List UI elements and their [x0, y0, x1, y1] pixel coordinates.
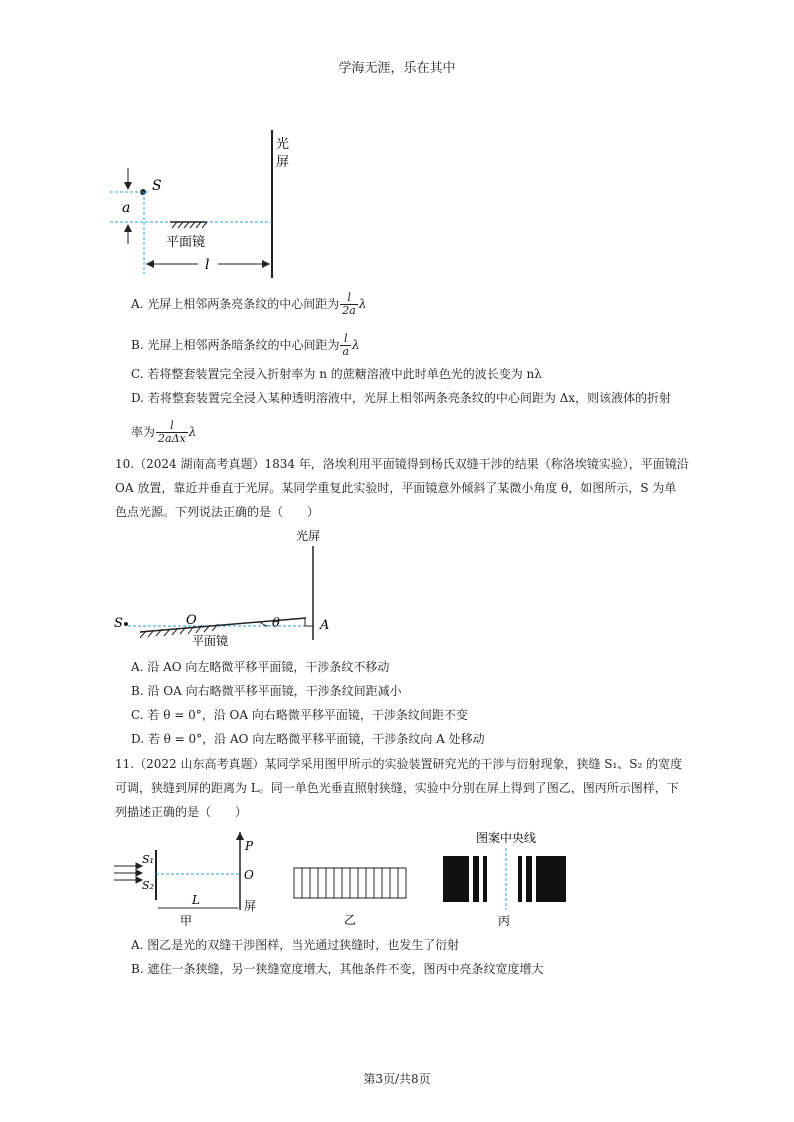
- q9-option-c: C. 若将整套装置完全浸入折射率为 n 的蔗糖溶液中此时单色光的波长变为 nλ: [131, 367, 542, 381]
- fig1-mirror-label: 平面镜: [166, 235, 206, 250]
- q10-option-c: C. 若 θ = 0°，沿 OA 向右略微平移平面镜，干涉条纹间距不变: [131, 708, 468, 722]
- fig1-l-label: l: [205, 257, 210, 273]
- q11-stem: [115, 756, 685, 820]
- fig5-center-line-label: 图案中央线: [476, 831, 537, 845]
- fig3-o-label: O: [244, 868, 254, 882]
- q10-line-3: 色点光源。下列说法正确的是（ ）: [115, 505, 320, 519]
- fig3-jia-label: 甲: [180, 914, 193, 928]
- figure-bing: [440, 828, 580, 930]
- fig2-source-label: S: [114, 616, 123, 631]
- figure-yi: [290, 860, 410, 930]
- fig3-s2-label: S₂: [142, 879, 154, 892]
- page-footer: 第3页/共8页: [363, 1072, 431, 1086]
- figure-lloyd-mirror-1: [110, 128, 310, 278]
- q11-option-b: B. 遮住一条狭缝，另一狭缝宽度增大，其他条件不变，图丙中亮条纹宽度增大: [131, 962, 544, 976]
- q11-option-a: A. 图乙是光的双缝干涉图样，当光通过狭缝时，也发生了衍射: [131, 938, 460, 952]
- fig2-screen-label: 光屏: [296, 529, 321, 543]
- q9-option-d-line2: 率为 $\frac{l}{\text{2aΔx}}$ λ: [131, 419, 197, 445]
- figure-lloyd-mirror-2: [110, 528, 350, 650]
- q10-stem: [115, 456, 689, 520]
- q11-line-1: 11.（2022 山东高考真题）某同学采用图甲所示的实验装置研究光的干涉与衍射现象，狭缝 S₁、S₂ 的宽度: [115, 757, 683, 771]
- fig2-theta-label: θ: [272, 616, 280, 631]
- q10-options: [131, 659, 485, 747]
- q10-option-b: B. 沿 OA 向右略微平移平面镜，干涉条纹间距减小: [131, 684, 402, 698]
- fig2-a-label: A: [320, 618, 330, 633]
- page-header: 学海无涯，乐在其中: [338, 61, 456, 76]
- fig4-yi-label: 乙: [344, 913, 357, 927]
- q11-line-2: 可调，狭缝到屏的距离为 L。同一单色光垂直照射狭缝，实验中分别在屏上得到了图乙，图丙所示图样，下: [115, 781, 679, 795]
- fig3-p-label: P: [245, 839, 254, 853]
- fig1-a-label: a: [122, 200, 131, 216]
- fig1-source-label: S: [152, 178, 162, 194]
- q9-option-d: D. 若将整套装置完全浸入某种透明溶液中，光屏上相邻两条亮条纹的中心间距为 Δx，则该液体的折射: [131, 391, 672, 405]
- q9-option-a: A. 光屏上相邻两条亮条纹的中心间距为 $\frac{l}{2a}$ λ: [131, 291, 367, 317]
- q10-line-2: OA 放置，靠近并垂直于光屏。某同学重复此实验时，平面镜意外倾斜了某微小角度 θ，如图所示，S 为单: [115, 481, 677, 495]
- q11-options: [131, 937, 543, 977]
- fig1-screen-label-2: 屏: [276, 155, 290, 170]
- q10-option-a: A. 沿 AO 向左略微平移平面镜，干涉条纹不移动: [131, 660, 390, 674]
- q10-option-d: D. 若 θ = 0°，沿 AO 向左略微平移平面镜，干涉条纹向 A 处移动: [131, 732, 485, 746]
- fig2-o-label: O: [186, 613, 197, 628]
- q10-line-1: 10.（2024 湖南高考真题）1834 年，洛埃利用平面镜得到杨氏双缝干涉的结果（称洛埃镜实验），平面镜沿: [115, 457, 689, 471]
- fig2-mirror-label: 平面镜: [192, 634, 229, 648]
- fig1-screen-label-1: 光: [276, 137, 290, 152]
- fig3-screen-label: 屏: [244, 899, 257, 913]
- fig3-s1-label: S₁: [142, 853, 154, 866]
- q9-option-b: B. 光屏上相邻两条暗条纹的中心间距为 $\frac{l}{a}$ λ: [131, 332, 360, 358]
- fig3-l-label: L: [192, 893, 200, 907]
- q11-line-3: 列描述正确的是（ ）: [115, 805, 248, 819]
- fig5-bing-label: 丙: [498, 914, 511, 928]
- figure-jia: [112, 828, 272, 930]
